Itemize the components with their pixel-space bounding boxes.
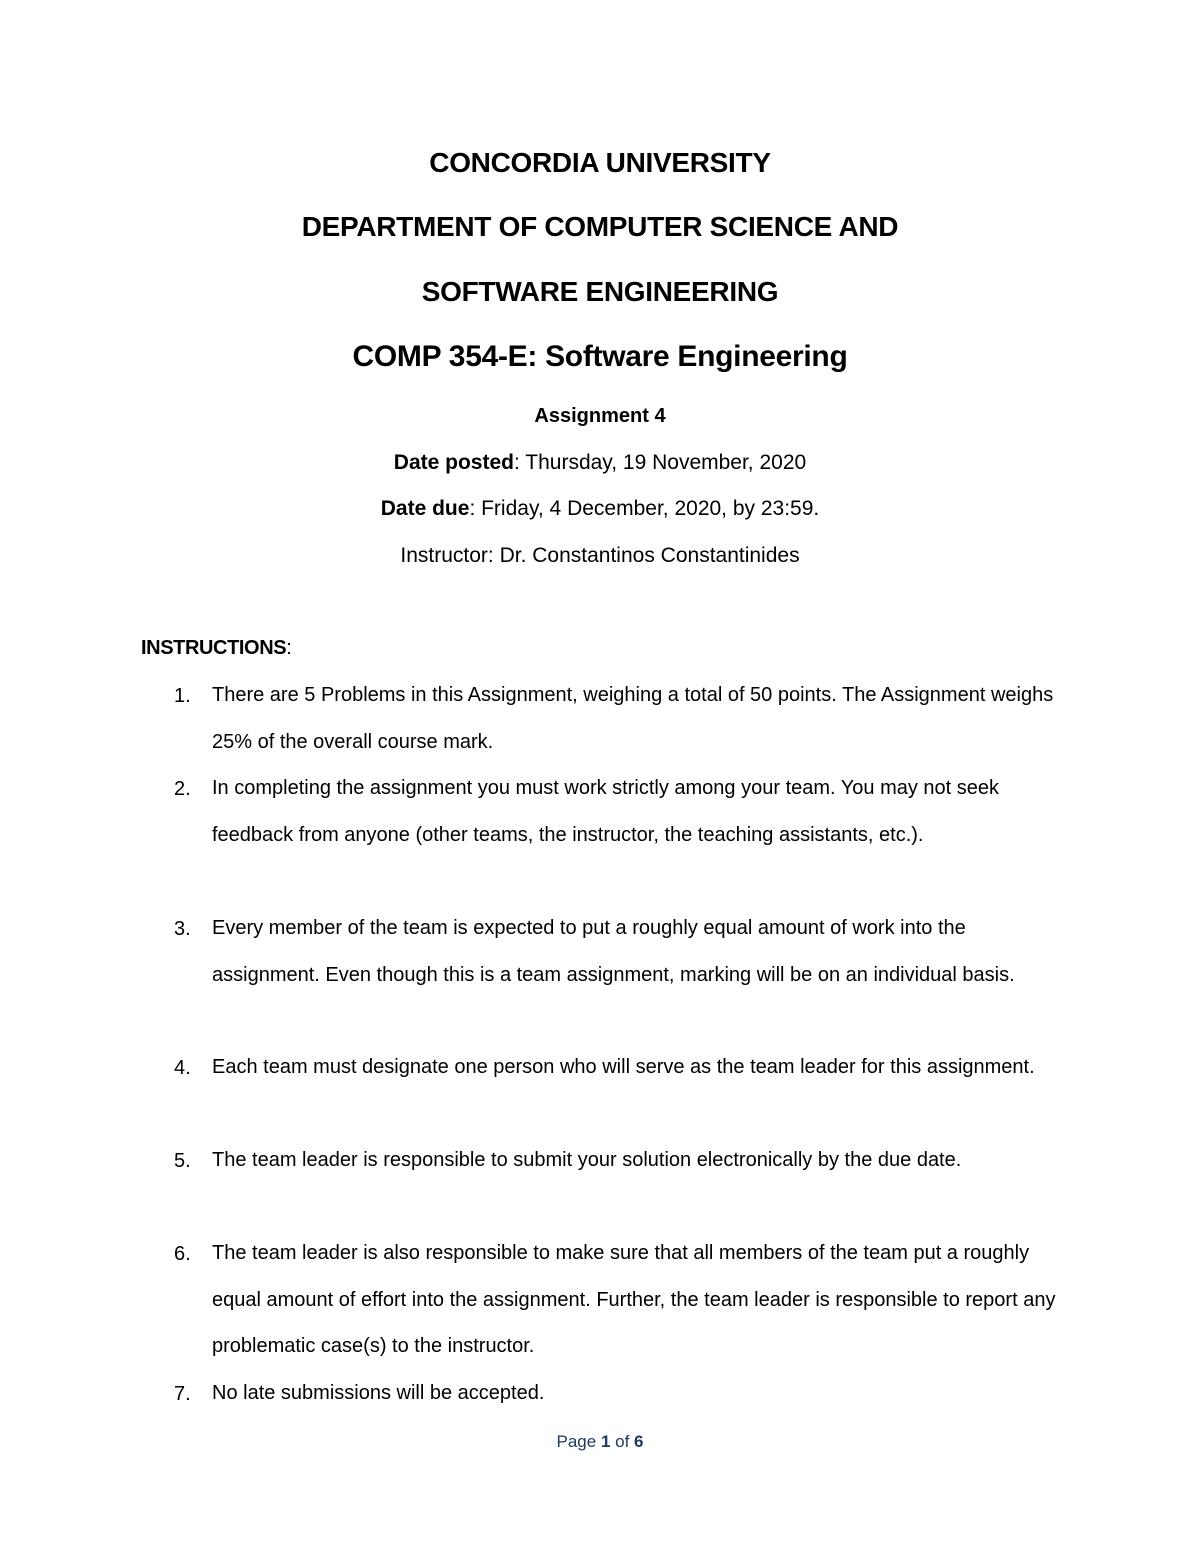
list-item-text: Each team must designate one person who will serve as the team leader for this assignment.	[212, 1056, 1035, 1078]
instructions-heading	[141, 637, 291, 660]
date-due-label: Date due	[380, 497, 470, 520]
course-title: COMP 354-E: Software Engineering	[352, 340, 848, 373]
of-word: of	[610, 1432, 635, 1451]
department-title-line2: SOFTWARE ENGINEERING	[421, 276, 779, 307]
list-item-text: The team leader is also responsible to make sure that all members of the team put a roughly equal amount of effort into the assignment. Further, the team leader is responsible to report any problematic case(s) to the instructor.	[212, 1242, 1056, 1357]
list-item-text: Every member of the team is expected to put a roughly equal amount of work into the assignment. Even though this is a team assignment, marking will be on an individual basis.	[212, 917, 1015, 986]
university-title: CONCORDIA UNIVERSITY	[429, 147, 771, 178]
date-posted-value: : Thursday, 19 November, 2020	[513, 451, 807, 474]
page-footer	[0, 1432, 1200, 1452]
list-item-number: 6.	[174, 1243, 191, 1265]
department-title-line1: DEPARTMENT OF COMPUTER SCIENCE AND	[301, 211, 899, 242]
list-item-number: 7.	[174, 1383, 191, 1405]
page-total: 6	[634, 1432, 644, 1451]
list-item-number: 1.	[174, 685, 191, 707]
assignment-title: Assignment 4	[534, 405, 666, 427]
list-item-text: There are 5 Problems in this Assignment, weighing a total of 50 points. The Assignment weighs 25% of the overall course mark.	[212, 684, 1054, 753]
list-item-number: 5.	[174, 1150, 191, 1172]
page-word: Page	[556, 1432, 601, 1451]
date-due-value: : Friday, 4 December, 2020, by 23:59.	[469, 497, 820, 520]
date-posted-label: Date posted	[393, 451, 514, 474]
instructions-heading-colon: :	[286, 637, 292, 659]
date-posted-line	[0, 451, 1200, 475]
instructions-heading-label: INSTRUCTIONS	[141, 637, 287, 659]
page-current: 1	[600, 1432, 611, 1451]
list-item-text: No late submissions will be accepted.	[212, 1382, 545, 1404]
date-due-line	[0, 497, 1200, 521]
list-item-text: In completing the assignment you must work strictly among your team. You may not seek feedback from anyone (other teams, the instructor, the teaching assistants, etc.).	[212, 777, 1000, 846]
list-item-number: 3.	[174, 918, 191, 940]
list-item-text: The team leader is responsible to submit your solution electronically by the due date.	[212, 1149, 962, 1171]
list-item-number: 2.	[174, 778, 191, 800]
instructor-line: Instructor: Dr. Constantinos Constantinides	[400, 544, 800, 567]
list-item-number: 4.	[174, 1057, 191, 1079]
